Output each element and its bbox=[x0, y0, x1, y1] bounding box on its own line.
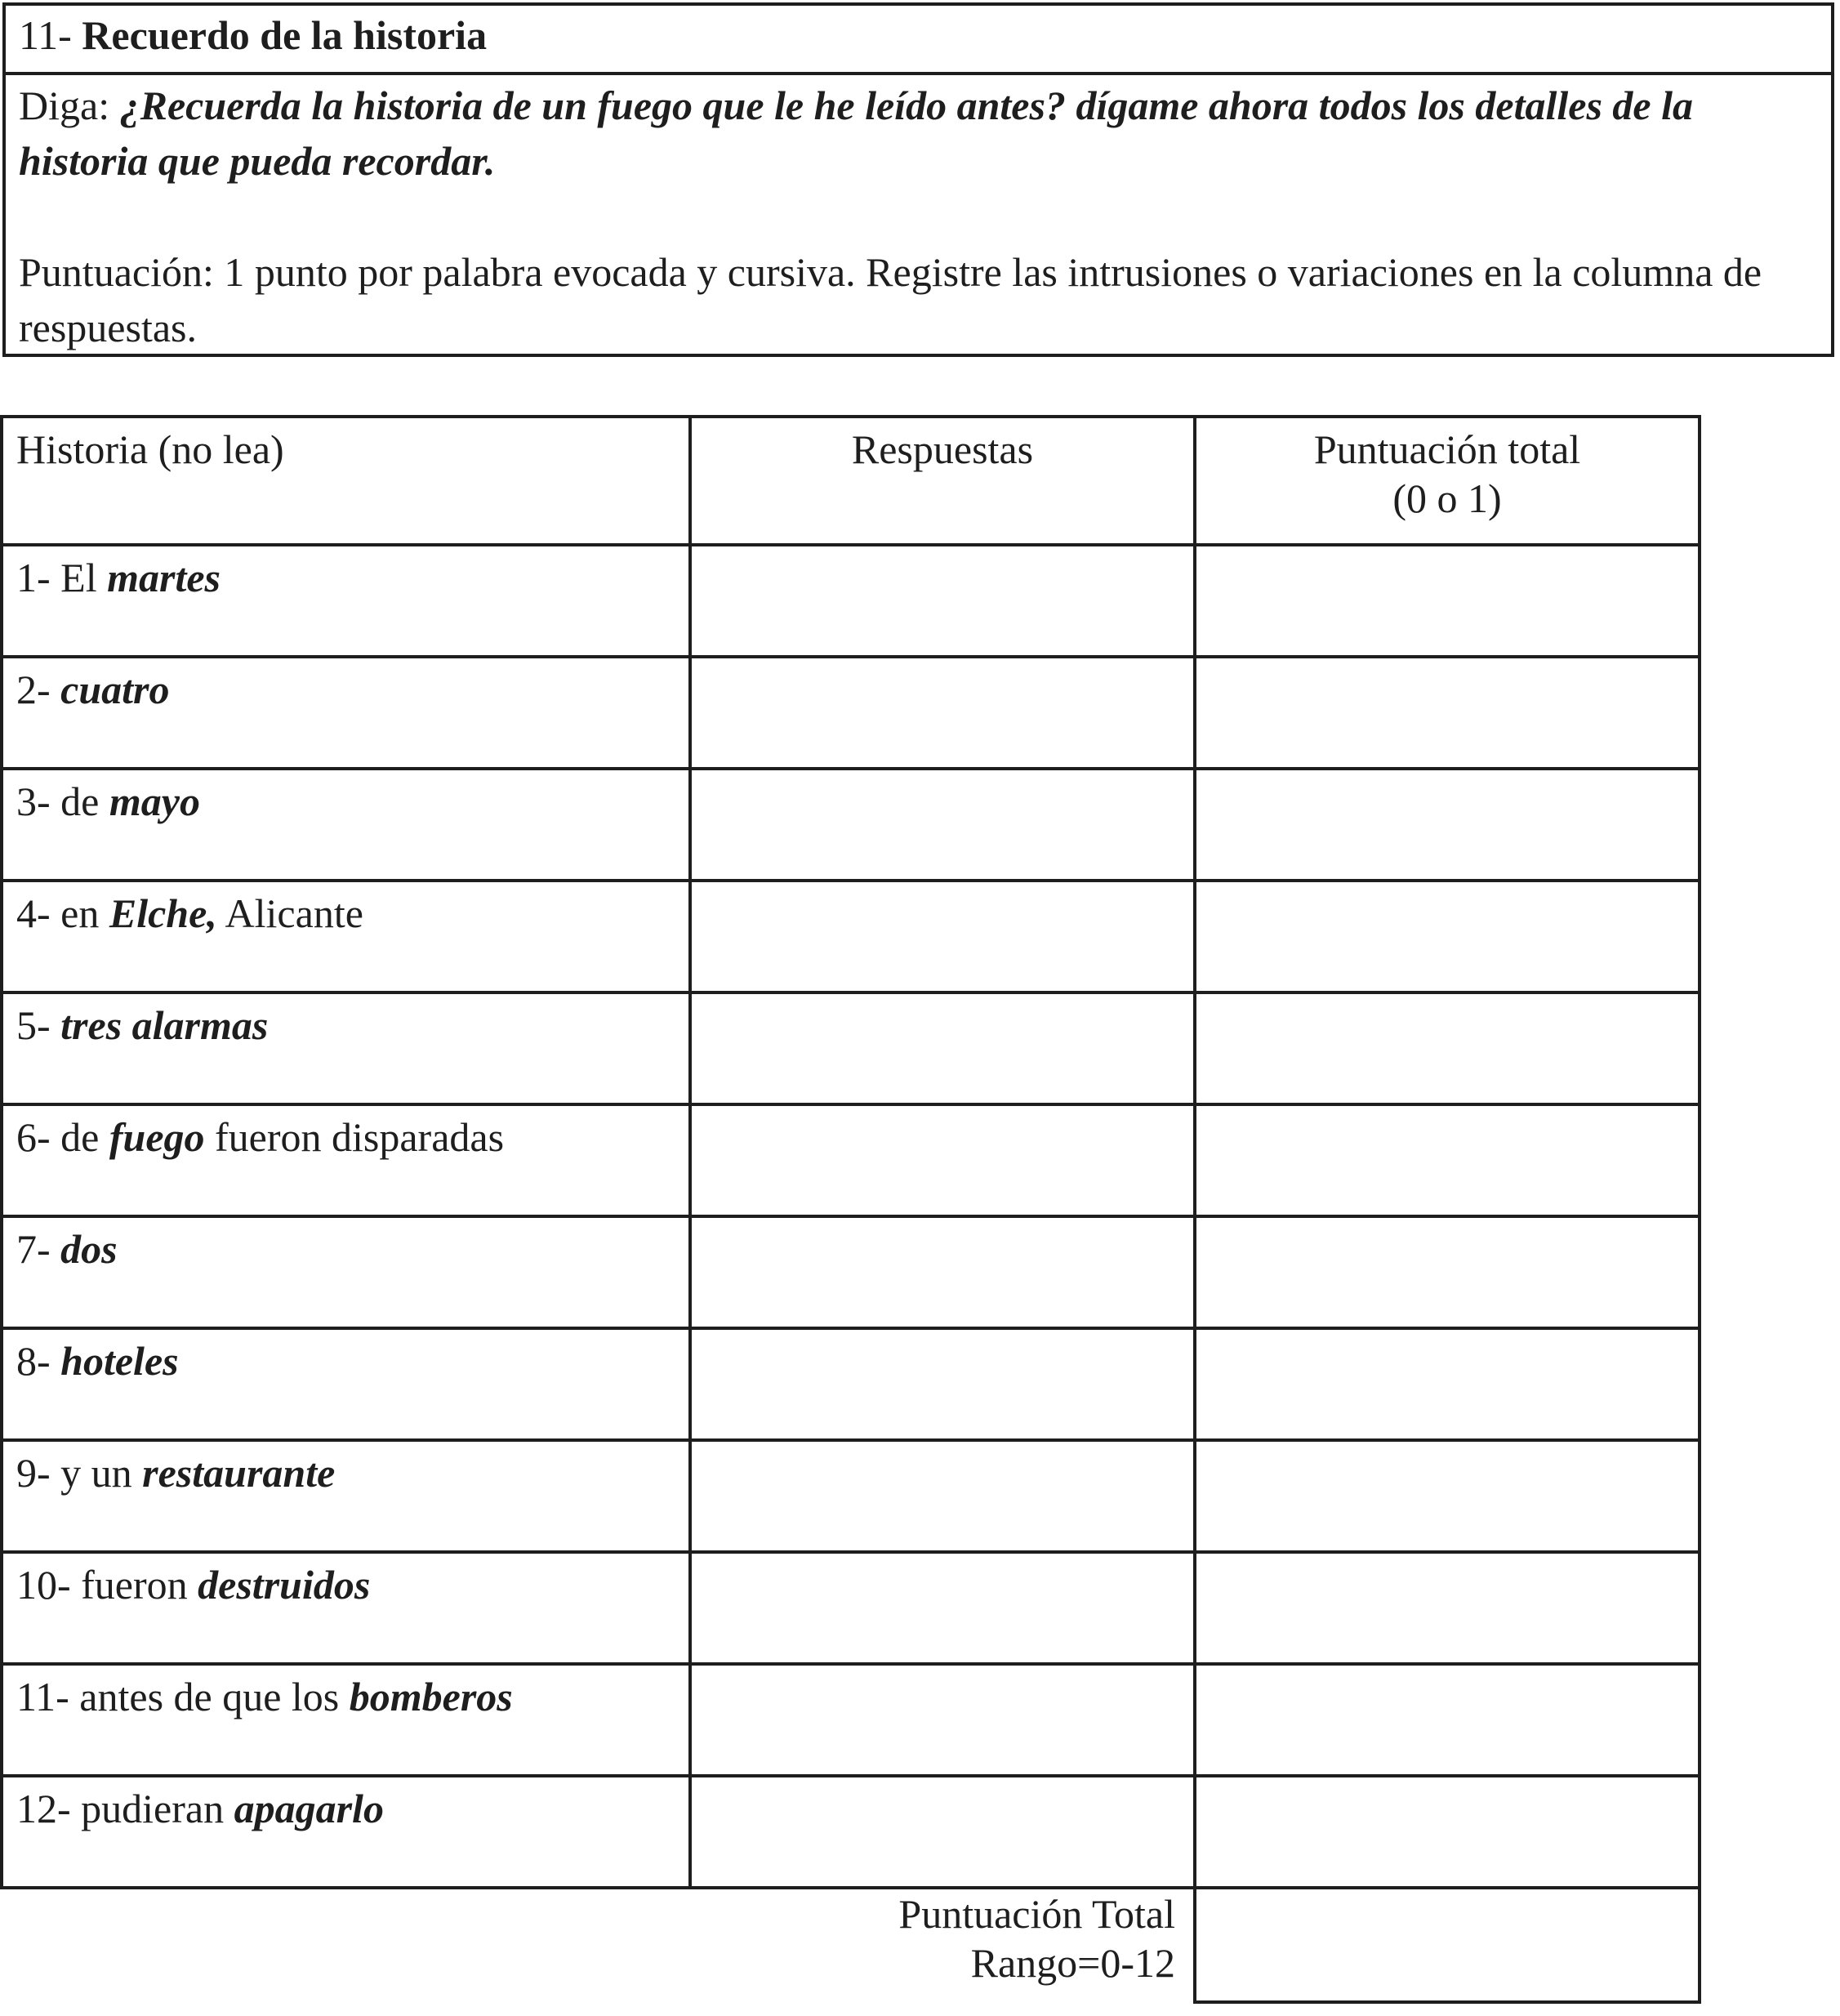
item-number: 5- bbox=[16, 1002, 61, 1048]
story-cell bbox=[2, 1440, 690, 1552]
say-instruction bbox=[19, 78, 1815, 189]
item-pre: pudieran bbox=[81, 1786, 234, 1831]
response-field[interactable] bbox=[690, 545, 1195, 657]
item-number: 8- bbox=[16, 1338, 61, 1384]
table-row bbox=[2, 1104, 1700, 1216]
score-field[interactable] bbox=[1195, 1104, 1700, 1216]
table-row bbox=[2, 1328, 1700, 1440]
story-cell bbox=[2, 1552, 690, 1664]
section-title bbox=[6, 6, 1831, 75]
item-pre: en bbox=[60, 890, 109, 936]
score-field[interactable] bbox=[1195, 1776, 1700, 1888]
item-pre: de bbox=[60, 778, 109, 824]
item-number: 1- bbox=[16, 555, 61, 600]
item-number: 9- bbox=[16, 1450, 61, 1496]
score-field[interactable] bbox=[1195, 992, 1700, 1104]
item-number: 12- bbox=[16, 1786, 82, 1831]
table-row bbox=[2, 1776, 1700, 1888]
item-number: 10- bbox=[16, 1562, 82, 1608]
response-field[interactable] bbox=[690, 1216, 1195, 1328]
item-pre: y un bbox=[60, 1450, 143, 1496]
response-field[interactable] bbox=[690, 1104, 1195, 1216]
story-cell bbox=[2, 1776, 690, 1888]
table-row bbox=[2, 657, 1700, 769]
item-pre: fueron bbox=[81, 1562, 198, 1608]
story-cell bbox=[2, 1328, 690, 1440]
story-cell bbox=[2, 1664, 690, 1776]
item-keyword: fuego bbox=[109, 1114, 205, 1160]
table-row bbox=[2, 1440, 1700, 1552]
item-keyword: mayo bbox=[109, 778, 200, 824]
score-field[interactable] bbox=[1195, 881, 1700, 992]
response-field[interactable] bbox=[690, 881, 1195, 992]
total-row bbox=[2, 1888, 1700, 2002]
item-post: Alicante bbox=[216, 890, 363, 936]
say-label: Diga: bbox=[19, 83, 120, 128]
table-row bbox=[2, 1216, 1700, 1328]
item-keyword: restaurante bbox=[142, 1450, 336, 1496]
response-field[interactable] bbox=[690, 992, 1195, 1104]
header-story: Historia (no lea) bbox=[2, 417, 690, 545]
total-score-field[interactable] bbox=[1195, 1888, 1700, 2002]
story-cell bbox=[2, 769, 690, 881]
scoring-instruction: Puntuación: 1 punto por palabra evocada y cursiva. Registre las intrusiones o variaciones en la columna de respuestas. bbox=[19, 249, 1762, 350]
table-header-row bbox=[2, 417, 1700, 545]
item-number: 7- bbox=[16, 1226, 61, 1272]
item-keyword: hoteles bbox=[60, 1338, 179, 1384]
total-spacer bbox=[2, 1888, 690, 2002]
item-keyword: dos bbox=[60, 1226, 118, 1272]
story-cell bbox=[2, 992, 690, 1104]
score-field[interactable] bbox=[1195, 1552, 1700, 1664]
response-field[interactable] bbox=[690, 657, 1195, 769]
instructions-box bbox=[2, 2, 1834, 357]
header-score-label: Puntuación total bbox=[1313, 426, 1581, 472]
item-keyword: cuatro bbox=[60, 667, 170, 712]
score-field[interactable] bbox=[1195, 545, 1700, 657]
total-label: Puntuación Total bbox=[898, 1891, 1175, 1937]
score-field[interactable] bbox=[1195, 769, 1700, 881]
response-field[interactable] bbox=[690, 1664, 1195, 1776]
section-title-text: Recuerdo de la historia bbox=[82, 12, 488, 58]
score-field[interactable] bbox=[1195, 1664, 1700, 1776]
item-keyword: martes bbox=[107, 555, 221, 600]
item-keyword: apagarlo bbox=[234, 1786, 384, 1831]
score-field[interactable] bbox=[1195, 1440, 1700, 1552]
response-field[interactable] bbox=[690, 1552, 1195, 1664]
item-pre: El bbox=[60, 555, 108, 600]
response-field[interactable] bbox=[690, 1440, 1195, 1552]
response-field[interactable] bbox=[690, 769, 1195, 881]
story-table bbox=[0, 415, 1701, 2004]
score-field[interactable] bbox=[1195, 657, 1700, 769]
score-field[interactable] bbox=[1195, 1328, 1700, 1440]
total-label-cell bbox=[690, 1888, 1195, 2002]
table-row bbox=[2, 992, 1700, 1104]
story-cell bbox=[2, 1104, 690, 1216]
table-row bbox=[2, 881, 1700, 992]
item-keyword: destruidos bbox=[198, 1562, 371, 1608]
item-keyword: tres alarmas bbox=[60, 1002, 269, 1048]
table-row bbox=[2, 1664, 1700, 1776]
total-range: Rango=0-12 bbox=[970, 1940, 1175, 1986]
table-row bbox=[2, 545, 1700, 657]
header-responses: Respuestas bbox=[690, 417, 1195, 545]
table-row bbox=[2, 1552, 1700, 1664]
header-score-range: (0 o 1) bbox=[1392, 475, 1502, 521]
item-number: 11- bbox=[16, 1674, 80, 1719]
item-pre: antes de que los bbox=[79, 1674, 350, 1719]
item-pre: de bbox=[60, 1114, 109, 1160]
item-keyword: bomberos bbox=[349, 1674, 513, 1719]
item-number: 6- bbox=[16, 1114, 61, 1160]
item-post: fueron disparadas bbox=[204, 1114, 505, 1160]
header-score bbox=[1195, 417, 1700, 545]
score-field[interactable] bbox=[1195, 1216, 1700, 1328]
story-cell bbox=[2, 545, 690, 657]
section-number: 11- bbox=[19, 12, 72, 58]
response-field[interactable] bbox=[690, 1328, 1195, 1440]
item-number: 2- bbox=[16, 667, 61, 712]
instructions-body bbox=[19, 78, 1815, 355]
item-number: 3- bbox=[16, 778, 61, 824]
item-keyword: Elche, bbox=[109, 890, 217, 936]
story-cell bbox=[2, 1216, 690, 1328]
story-cell bbox=[2, 881, 690, 992]
response-field[interactable] bbox=[690, 1776, 1195, 1888]
table-row bbox=[2, 769, 1700, 881]
say-text: ¿Recuerda la historia de un fuego que le he leído antes? dígame ahora todos los detalles de la historia que pueda recordar. bbox=[19, 83, 1693, 184]
story-cell bbox=[2, 657, 690, 769]
item-number: 4- bbox=[16, 890, 61, 936]
